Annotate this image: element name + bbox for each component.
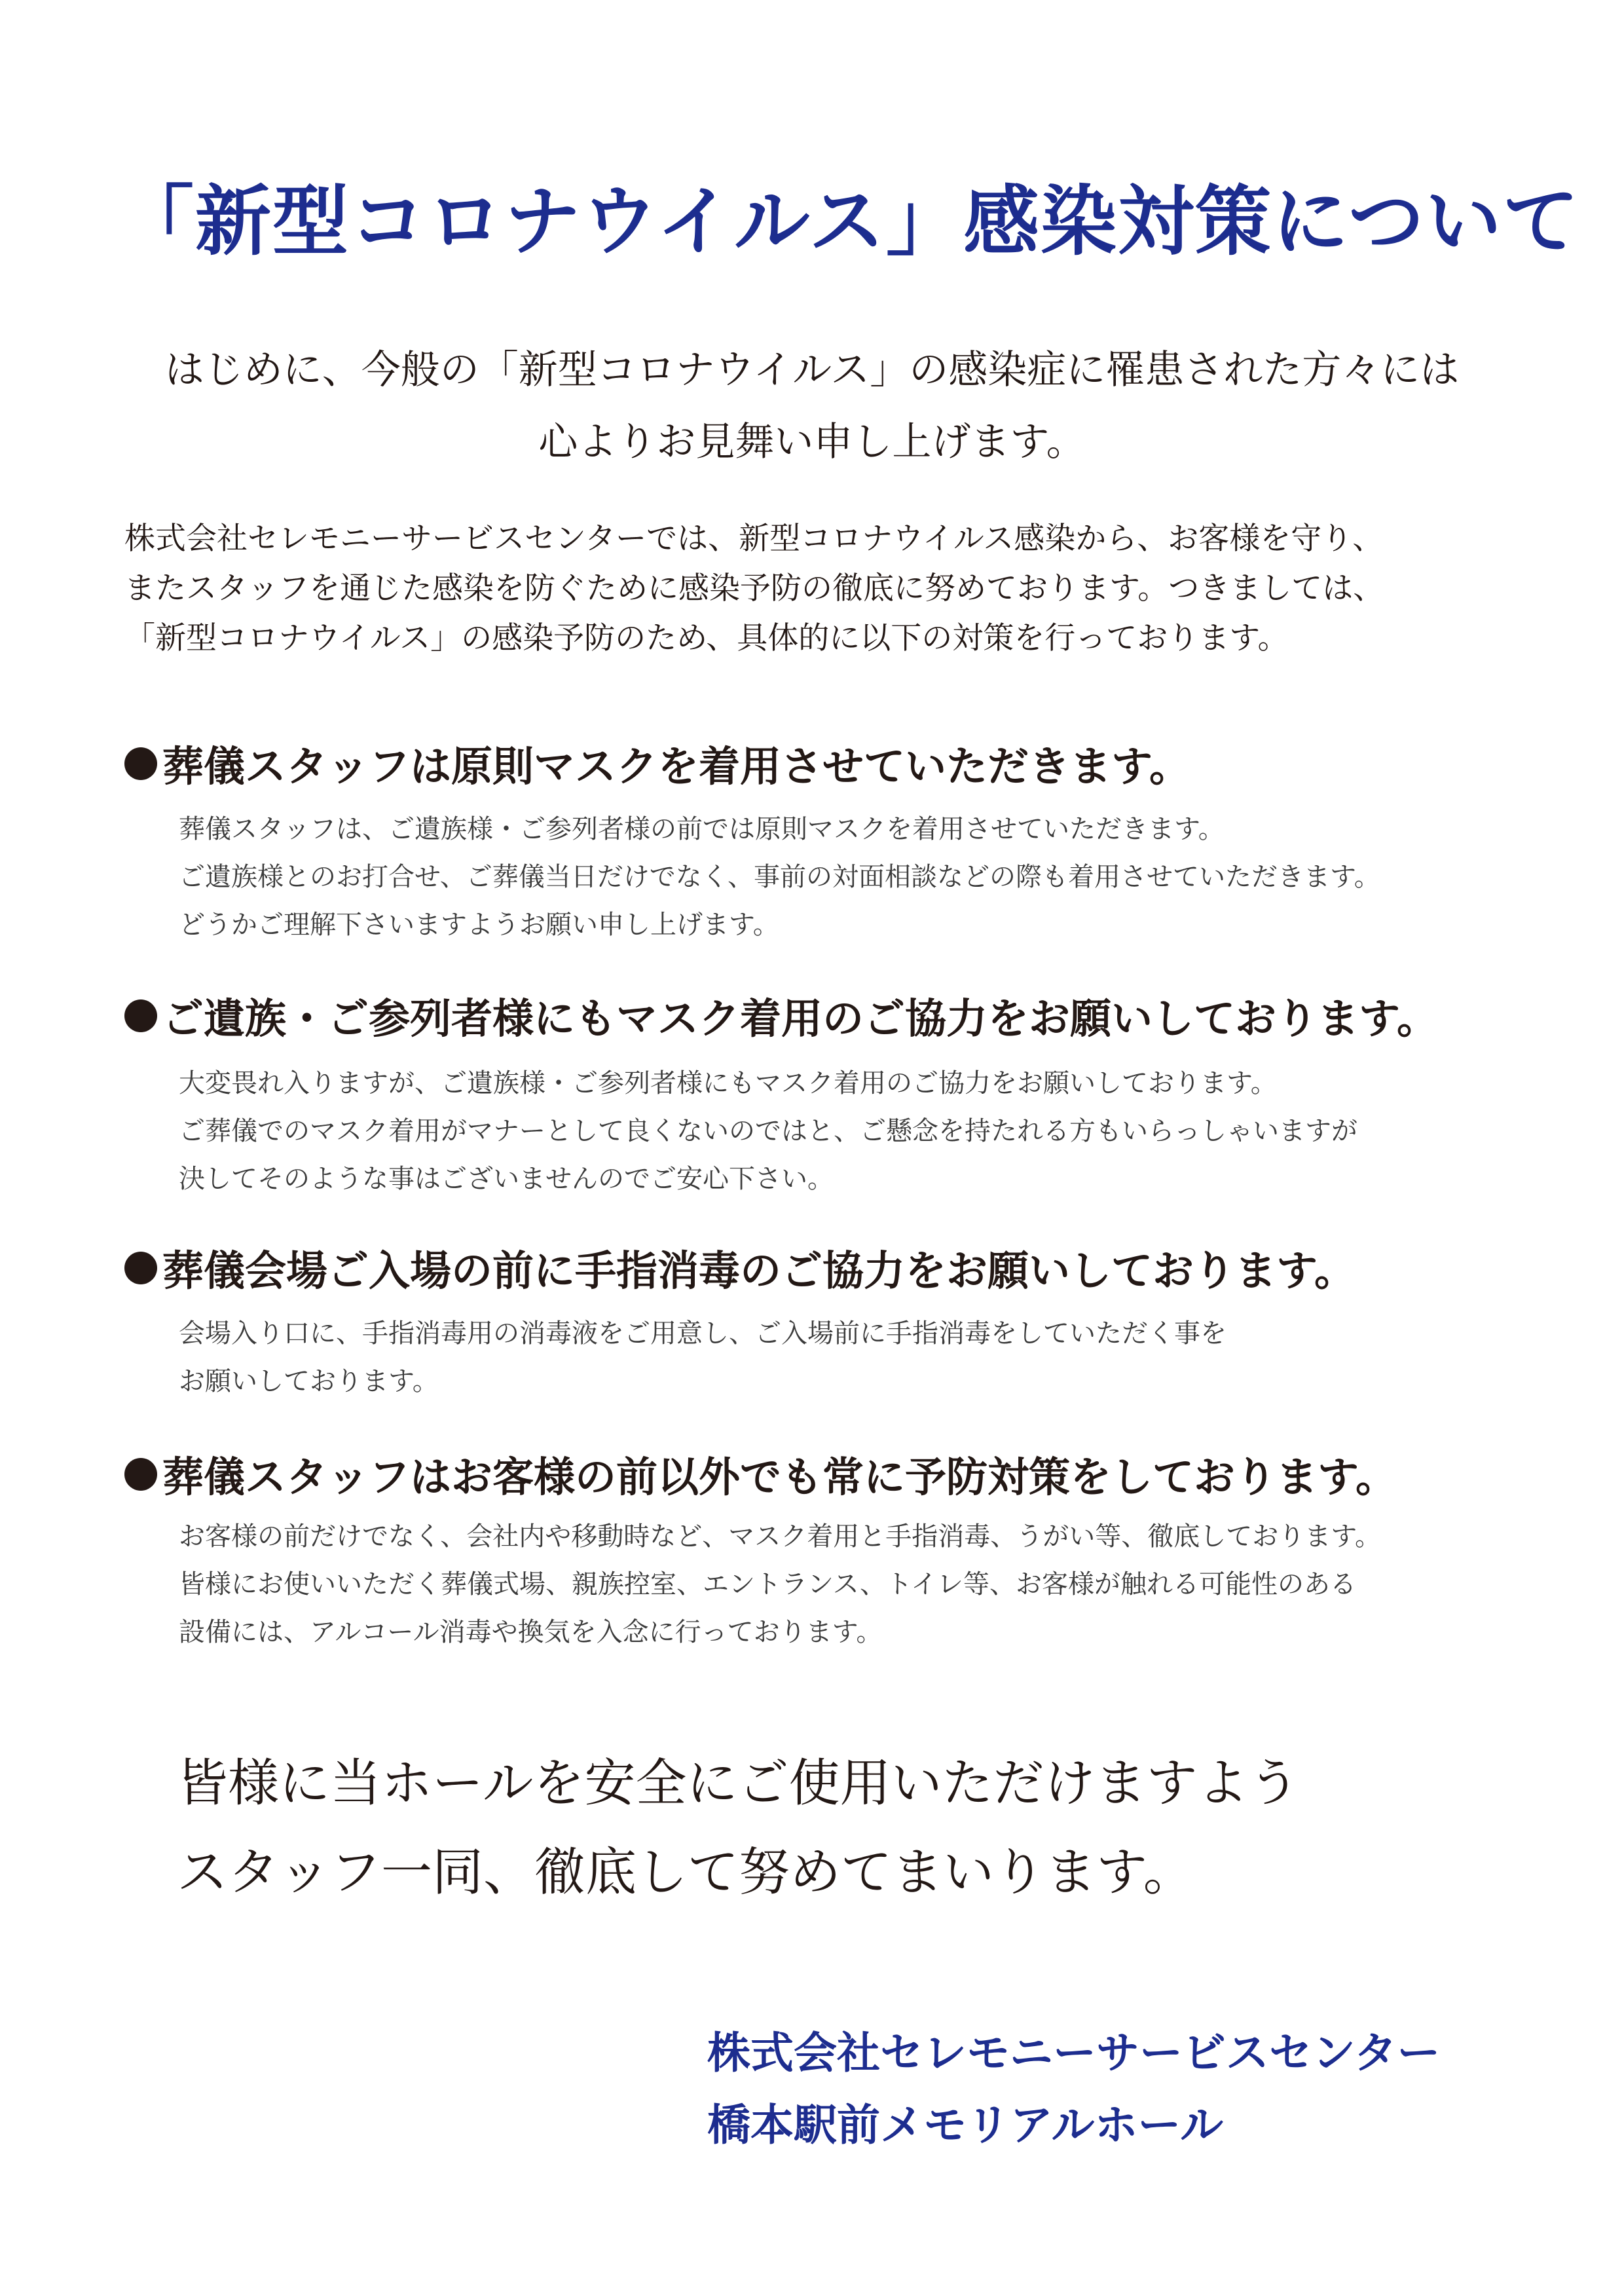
section-heading-text: ご遺族・ご参列者様にもマスク着用のご協力をお願いしております。 — [162, 995, 1438, 1043]
greeting-line: はじめに、今般の「新型コロナウイルス」の感染症に罹患された方々には — [164, 347, 1460, 393]
section-body-guest-mask — [179, 1060, 1521, 1203]
company-signature — [707, 2017, 1440, 2161]
section-heading-text: 葬儀会場ご入場の前に手指消毒のご協力をお願いしております。 — [162, 1247, 1356, 1295]
section-body-hand-disinfection — [179, 1310, 1521, 1406]
greeting-line: 心よりお見舞い申し上げます。 — [538, 419, 1086, 465]
section-heading-text: 葬儀スタッフは原則マスクを着用させていただきます。 — [162, 743, 1190, 791]
section-heading-text: 葬儀スタッフはお客様の前以外でも常に予防対策をしております。 — [162, 1453, 1397, 1501]
closing-message — [177, 1739, 1299, 1917]
greeting-message — [0, 334, 1624, 478]
section-line: 決してそのような事はございませんのでご安心下さい。 — [179, 1164, 834, 1194]
section-body-staff-mask — [179, 806, 1521, 949]
intro-line: 株式会社セレモニーサービスセンターでは、新型コロナウイルス感染から、お客様を守り、 — [124, 521, 1384, 557]
hall-name: 橋本駅前メモリアルホール — [707, 2100, 1224, 2150]
section-heading-guest-mask — [124, 986, 1438, 1045]
bullet-icon — [124, 747, 157, 780]
closing-line: 皆様に当ホールを安全にご使用いただけますよう — [177, 1754, 1300, 1813]
intro-line: またスタッフを通じた感染を防ぐために感染予防の徹底に努めております。つきましては、 — [124, 570, 1384, 606]
section-line: 葬儀スタッフは、ご遺族様・ご参列者様の前では原則マスクを着用させていただきます。 — [179, 814, 1225, 844]
bullet-icon — [124, 999, 157, 1032]
closing-line: スタッフ一同、徹底して努めてまいります。 — [177, 1843, 1194, 1902]
section-line: お願いしております。 — [179, 1366, 439, 1396]
section-heading-prevention — [124, 1444, 1397, 1504]
section-line: 皆様にお使いいただく葬儀式場、親族控室、エントランス、トイレ等、お客様が触れる可能性のある — [179, 1569, 1356, 1599]
intro-paragraph — [124, 514, 1532, 663]
company-name: 株式会社セレモニーサービスセンター — [707, 2028, 1441, 2078]
section-line: どうかご理解下さいますようお願い申し上げます。 — [179, 910, 779, 940]
section-body-prevention — [179, 1513, 1521, 1656]
section-line: 設備には、アルコール消毒や換気を入念に行っております。 — [179, 1617, 883, 1647]
bullet-icon — [124, 1458, 157, 1491]
section-line: 大変畏れ入りますが、ご遺族様・ご参列者様にもマスク着用のご協力をお願いしております。 — [179, 1068, 1277, 1098]
bullet-icon — [124, 1252, 157, 1284]
page-title: 「新型コロナウイルス」感染対策について — [118, 177, 1580, 266]
section-heading-staff-mask — [124, 734, 1190, 793]
section-heading-hand-disinfection — [124, 1238, 1356, 1297]
intro-line: 「新型コロナウイルス」の感染予防のため、具体的に以下の対策を行っております。 — [124, 620, 1289, 656]
section-line: お客様の前だけでなく、会社内や移動時など、マスク着用と手指消毒、うがい等、徹底しております。 — [179, 1521, 1381, 1552]
section-line: 会場入り口に、手指消毒用の消毒液をご用意し、ご入場前に手指消毒をしていただく事を — [179, 1318, 1227, 1349]
section-line: ご葬儀でのマスク着用がマナーとして良くないのではと、ご懸念を持たれる方もいらっしゃいますが — [179, 1116, 1357, 1146]
section-line: ご遺族様とのお打合せ、ご葬儀当日だけでなく、事前の対面相談などの際も着用させていただきます。 — [179, 862, 1380, 892]
